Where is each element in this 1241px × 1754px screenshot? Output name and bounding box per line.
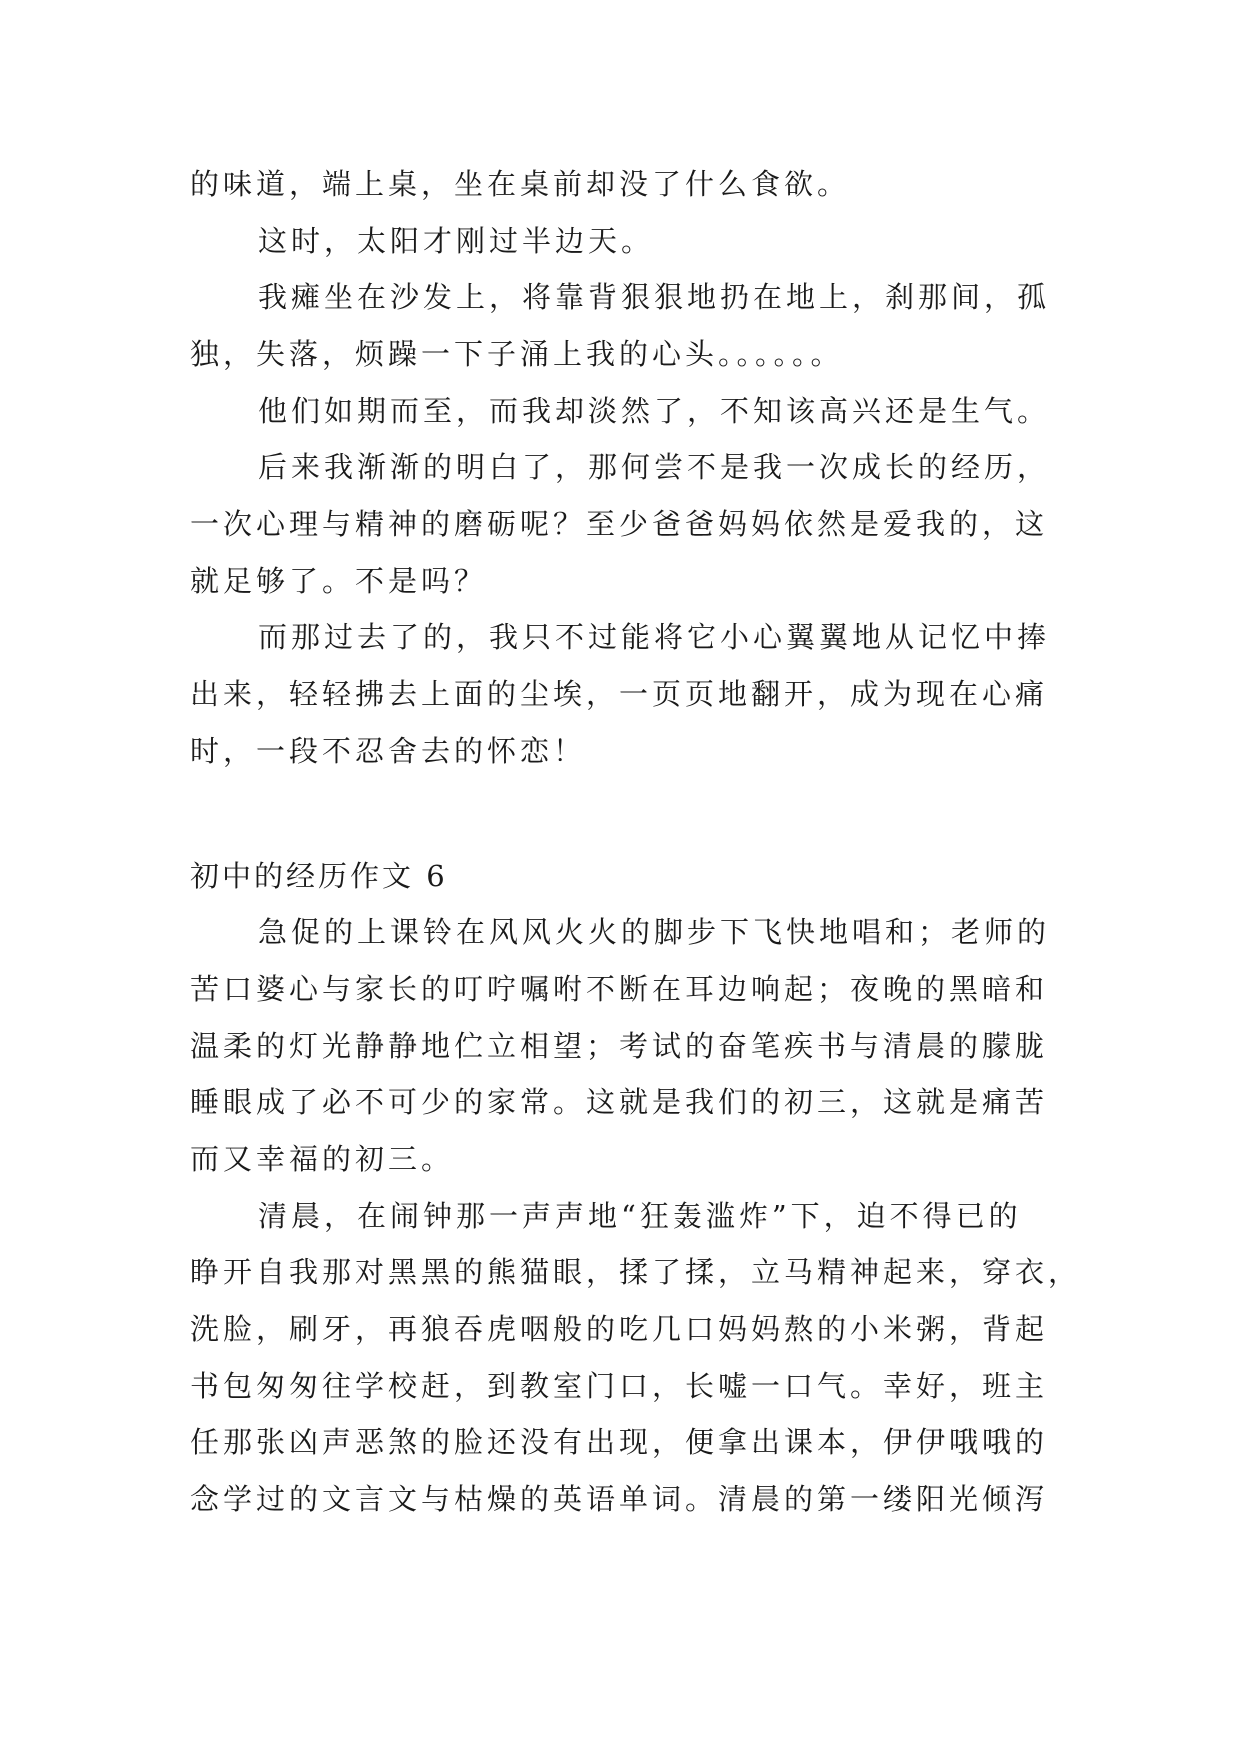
paragraph-line: 时，一段不忍舍去的怀恋！ xyxy=(190,734,587,768)
paragraph-line: 他们如期而至，而我却淡然了，不知该高兴还是生气。 xyxy=(258,394,1051,428)
paragraph-line: 后来我渐渐的明白了，那何尝不是我一次成长的经历， xyxy=(258,450,1051,484)
paragraph-line: 书包匆匆往学校赶，到教室门口，长嘘一口气。幸好，班主 xyxy=(190,1369,1049,1403)
paragraph-line: 急促的上课铃在风风火火的脚步下飞快地唱和；老师的 xyxy=(258,915,1051,949)
paragraph-line: 而又幸福的初三。 xyxy=(190,1142,455,1176)
paragraph-line: 清晨，在闹钟那一声声地“狂轰滥炸”下，迫不得已的 xyxy=(258,1199,1022,1233)
section-heading: 初中的经历作文 6 xyxy=(190,859,448,893)
paragraph-line: 苦口婆心与家长的叮咛嘱咐不断在耳边响起；夜晚的黑暗和 xyxy=(190,972,1049,1006)
paragraph-line: 睡眼成了必不可少的家常。这就是我们的初三，这就是痛苦 xyxy=(190,1085,1049,1119)
paragraph-line: 独，失落，烦躁一下子涌上我的心头。。。。。。 xyxy=(190,337,844,371)
paragraph-line: 任那张凶声恶煞的脸还没有出现，便拿出课本，伊伊哦哦的 xyxy=(190,1425,1049,1459)
paragraph-line: 的味道，端上桌，坐在桌前却没了什么食欲。 xyxy=(190,167,851,201)
paragraph-line: 出来，轻轻拂去上面的尘埃，一页页地翻开，成为现在心痛 xyxy=(190,677,1049,711)
paragraph-line: 睁开自我那对黑黑的熊猫眼，揉了揉，立马精神起来，穿衣， xyxy=(190,1255,1082,1289)
paragraph-line: 洗脸，刷牙，再狼吞虎咽般的吃几口妈妈熬的小米粥，背起 xyxy=(190,1312,1049,1346)
paragraph-line: 念学过的文言文与枯燥的英语单词。清晨的第一缕阳光倾泻 xyxy=(190,1482,1049,1516)
paragraph-line: 这时，太阳才刚过半边天。 xyxy=(258,224,655,258)
paragraph-line: 就足够了。不是吗？ xyxy=(190,564,488,598)
paragraph-line: 一次心理与精神的磨砺呢？至少爸爸妈妈依然是爱我的，这 xyxy=(190,507,1049,541)
paragraph-line: 而那过去了的，我只不过能将它小心翼翼地从记忆中捧 xyxy=(258,620,1051,654)
paragraph-line: 温柔的灯光静静地伫立相望；考试的奋笔疾书与清晨的朦胧 xyxy=(190,1029,1049,1063)
paragraph-line: 我瘫坐在沙发上，将靠背狠狠地扔在地上，刹那间，孤 xyxy=(258,280,1051,314)
